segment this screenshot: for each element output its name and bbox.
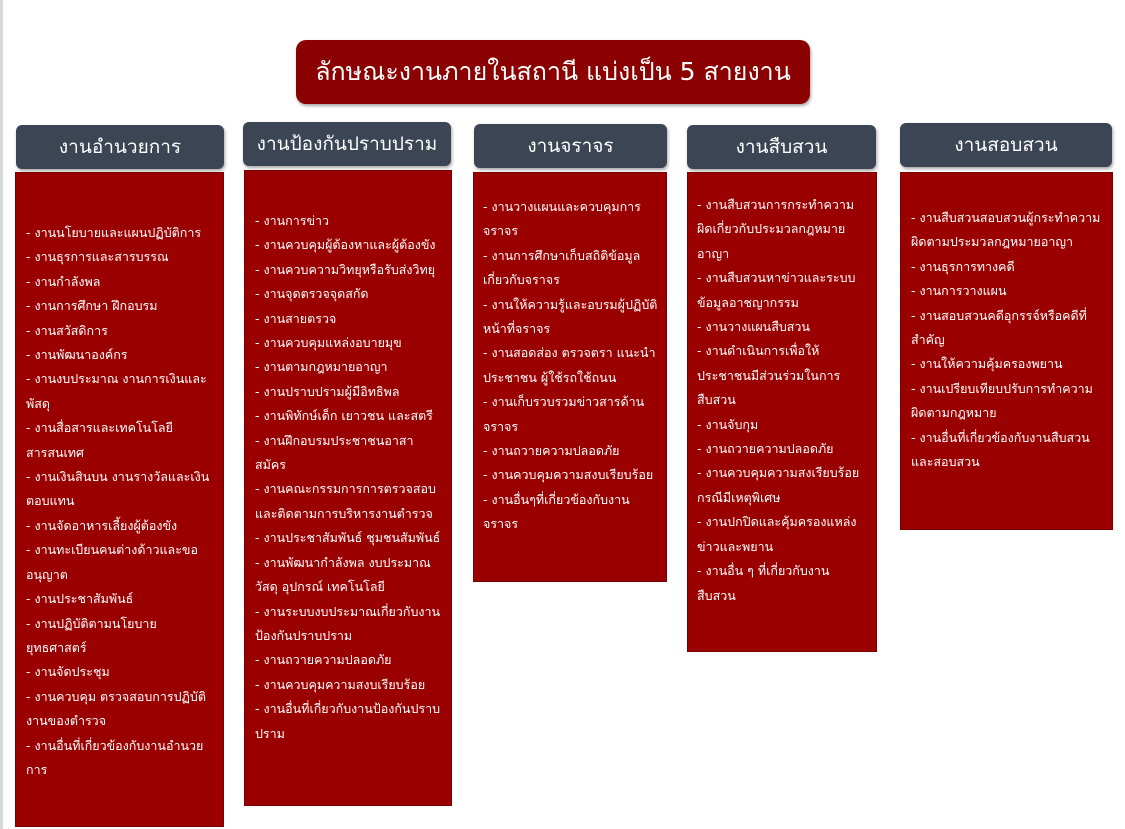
column-header-traffic xyxy=(474,124,667,168)
list-item: - งานนโยบายและแผนปฏิบัติการ xyxy=(26,225,202,240)
task-list xyxy=(483,195,658,537)
list-item: - งานการวางแผน xyxy=(911,283,1007,299)
list-item: - งานควบคุมผู้ต้องหาและผู้ต้องขัง xyxy=(255,237,436,253)
list-item: - งานถวายความปลอดภัย xyxy=(483,443,620,459)
task-list xyxy=(911,206,1104,474)
page-left-border xyxy=(0,0,3,829)
list-item: - งานเก็บรวบรวมข่าวสารด้านจราจร xyxy=(483,394,645,434)
list-item: - งานเงินสินบน งานรางวัลและเงินตอบแทน xyxy=(26,469,210,509)
list-item: - งานสอดส่อง ตรวจตรา แนะนำประชาชน ผู้ใช้รถใช้ถนน xyxy=(483,345,656,385)
list-item: - งานดำเนินการเพื่อให้ประชาชนมีส่วนร่วมในการสืบสวน xyxy=(697,343,841,408)
list-item: - งานควบคุมความสงเรียบร้อยกรณีมีเหตุพิเศษ xyxy=(697,465,860,505)
list-item: - งานจัดประชุม xyxy=(26,664,110,680)
list-item: - งานสวัสดิการ xyxy=(26,322,108,338)
list-item: - งานสืบสวนสอบสวนผู้กระทำความผิดตามประมวลกฎหมายอาญา xyxy=(911,210,1101,250)
list-item: - งานตามกฎหมายอาญา xyxy=(255,359,388,375)
list-item: - งานพิทักษ์เด็ก เยาวชน และสตรี xyxy=(255,408,433,424)
column-header-label: งานสอบสวน xyxy=(954,134,1058,156)
list-item: - งานคณะกรรมการการตรวจสอบและติดตามการบริหารงานตำรวจ xyxy=(255,481,436,521)
list-item: - งานการศึกษา ฝึกอบรม xyxy=(26,298,158,314)
list-item: - งานพัฒนากำลังพล งบประมาณ วัสดุ อุปกรณ์ เทคโนโลยี xyxy=(255,554,431,595)
list-item: - งานทะเบียนคนต่างด้าวและขออนุญาต xyxy=(26,542,198,582)
task-list xyxy=(255,209,443,746)
list-item: - งานธุรการและสารบรรณ xyxy=(26,249,169,265)
column-header-crime-prevention xyxy=(243,122,451,166)
list-item: - งานสายตรวจ xyxy=(255,310,337,326)
diagram-title xyxy=(296,40,810,104)
list-item: - งานกำลังพล xyxy=(26,273,101,289)
list-item: - งานปราบปรามผู้มีอิทธิพล xyxy=(255,383,400,399)
list-item: - งานการศึกษาเก็บสถิติข้อมูลเกี่ยวกับจราจร xyxy=(483,247,641,288)
list-item: - งานอื่น ๆ ที่เกี่ยวกับงานสืบสวน xyxy=(697,563,830,603)
list-item: - งานธุรการทางคดี xyxy=(911,258,1015,274)
column-header-administration xyxy=(16,125,224,169)
list-item: - งานอื่นๆที่เกี่ยวข้องกับงานจราจร xyxy=(483,491,630,532)
list-item: - งานควบความวิทยุหรือรับส่งวิทยุ xyxy=(255,261,436,277)
list-item: - งานให้ความรู้และอบรมผู้ปฏิบัติหน้าที่จราจร xyxy=(483,296,658,337)
list-item: - งานสื่อสารและเทคโนโลยีสารสนเทศ xyxy=(26,420,173,460)
list-item: - งานสืบสวนหาข่าวและระบบข้อมูลอาชญากรรม xyxy=(697,270,856,310)
column-header-label: งานจราจร xyxy=(527,135,614,157)
column-body-crime-prevention xyxy=(244,170,452,806)
column-body-inquiry xyxy=(900,172,1113,530)
list-item: - งานจับกุม xyxy=(697,416,759,432)
list-item: - งานให้ความคุ้มครองพยาน xyxy=(911,356,1063,372)
diagram-title-text: ลักษณะงานภายในสถานี แบ่งเป็น 5 สายงาน xyxy=(315,57,791,86)
list-item: - งานจัดอาหารเลี้ยงผู้ต้องขัง xyxy=(26,517,178,533)
list-item: - งานอื่นที่เกี่ยวข้องกับงานสืบสวนและสอบสวน xyxy=(911,429,1090,470)
list-item: - งานวางแผนสืบสวน xyxy=(697,319,810,335)
list-item: - งานควบคุมความสงบเรียบร้อย xyxy=(483,467,654,483)
list-item: - งานระบบงบประมาณเกี่ยวกับงานป้องกันปราบปราม xyxy=(255,603,441,643)
list-item: - งานควบคุมความสงบเรียบร้อย xyxy=(255,676,426,692)
column-body-administration xyxy=(15,172,224,827)
list-item: - งานถวายความปลอดภัย xyxy=(697,441,834,457)
column-header-label: งานป้องกันปราบปราม xyxy=(256,133,438,155)
column-header-label: งานอำนวยการ xyxy=(58,136,182,158)
list-item: - งานเปรียบเทียบปรับการทำความผิดตามกฎหมาย xyxy=(911,380,1093,421)
list-item: - งานควบคุมแหล่งอบายมุข xyxy=(255,335,402,351)
list-item: - งานการข่าว xyxy=(255,213,330,228)
list-item: - งานพัฒนาองค์กร xyxy=(26,347,128,363)
column-header-inquiry xyxy=(900,123,1112,167)
list-item: - งานปกปิดและคุ้มครองแหล่งข่าวและพยาน xyxy=(697,514,857,554)
list-item: - งานประชาสัมพันธ์ xyxy=(26,591,134,607)
list-item: - งานจุดตรวจจุดสกัด xyxy=(255,286,369,302)
list-item: - งานอื่นที่เกี่ยวกับงานป้องกันปราบปราม xyxy=(255,701,441,741)
list-item: - งานอื่นที่เกี่ยวข้องกับงานอำนวยการ xyxy=(26,737,204,777)
column-header-investigation xyxy=(687,125,876,169)
column-body-investigation xyxy=(687,172,877,652)
list-item: - งานสอบสวนคดีอุกรรจ์หรือคดีที่สำคัญ xyxy=(911,307,1087,348)
task-list xyxy=(26,221,215,782)
column-body-traffic xyxy=(473,172,667,582)
list-item: - งานวางแผนและควบคุมการจราจร xyxy=(483,199,641,239)
column-header-label: งานสืบสวน xyxy=(735,136,828,158)
list-item: - งานถวายความปลอดภัย xyxy=(255,652,392,668)
task-list xyxy=(697,193,868,608)
list-item: - งานประชาสัมพันธ์ ชุมชนสัมพันธ์ xyxy=(255,530,441,546)
list-item: - งานปฏิบัติตามนโยบายยุทธศาสตร์ xyxy=(26,615,157,655)
list-item: - งานงบประมาณ งานการเงินและพัสดุ xyxy=(26,371,207,411)
list-item: - งานควบคุม ตรวจสอบการปฏิบัติงานของตำรวจ xyxy=(26,688,206,729)
list-item: - งานสืบสวนการกระทำความผิดเกี่ยวกับประมวลกฎหมายอาญา xyxy=(697,197,855,261)
list-item: - งานฝึกอบรมประชาชนอาสาสมัคร xyxy=(255,432,414,473)
